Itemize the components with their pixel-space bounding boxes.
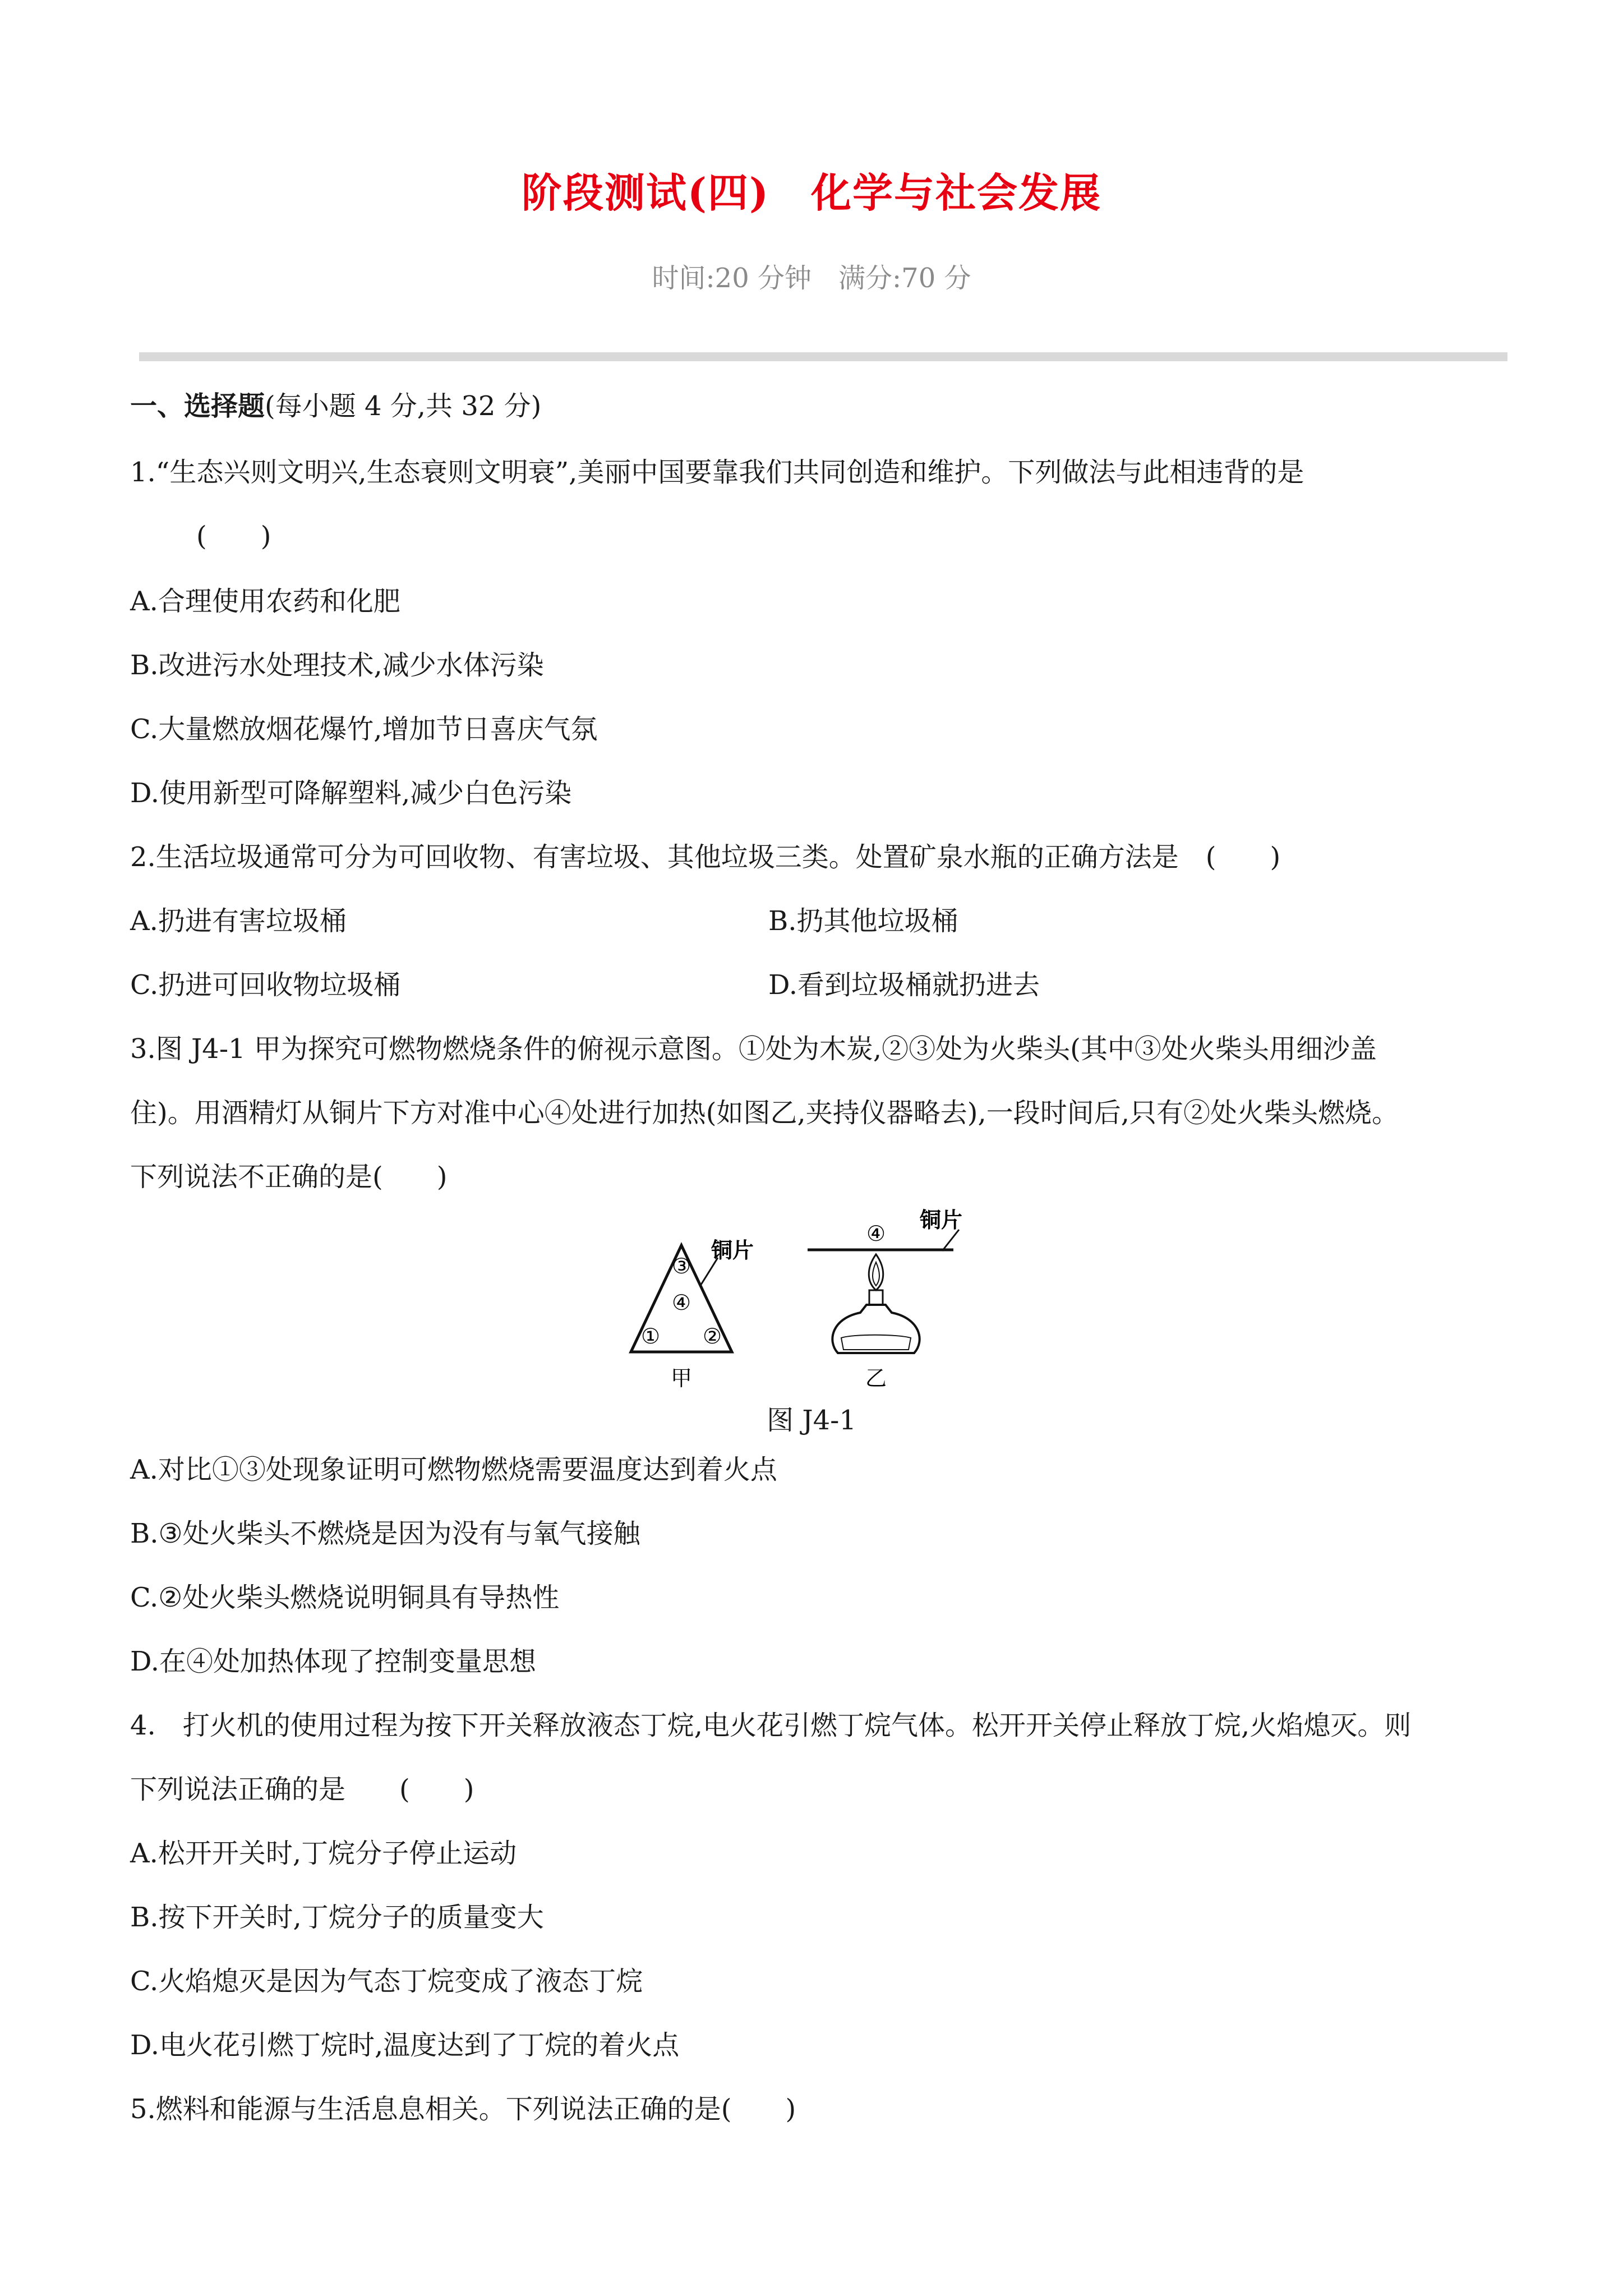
copper-label-left: 铜片 <box>711 1238 754 1263</box>
question-1-option-b: B.改进污水处理技术,减少水体污染 <box>130 650 544 681</box>
copper-pointer-line-right <box>942 1230 959 1251</box>
figure-j4-1-drawing <box>628 1206 998 1391</box>
question-2-option-b: B.扔其他垃圾桶 <box>768 905 958 937</box>
question-4-stem-line-2: 下列说法正确的是 ( ) <box>130 1774 474 1805</box>
page-subtitle: 时间:20 分钟 满分:70 分 <box>652 263 971 294</box>
lamp-wick-holder <box>869 1290 883 1305</box>
section-title: 一、选择题 <box>130 390 265 422</box>
circle-2-label: ② <box>702 1324 722 1349</box>
circle-1-label: ① <box>640 1324 661 1349</box>
header-divider <box>139 352 1507 361</box>
copper-label-right: 铜片 <box>920 1208 963 1232</box>
question-1-option-a: A.合理使用农药和化肥 <box>130 586 400 617</box>
circle-4-label: ④ <box>671 1290 691 1315</box>
question-1-option-c: C.大量燃放烟花爆竹,增加节日喜庆气氛 <box>130 714 598 745</box>
question-3-stem-line-3: 下列说法不正确的是( ) <box>130 1161 448 1193</box>
question-3-option-d: D.在④处加热体现了控制变量思想 <box>130 1646 537 1677</box>
section-heading <box>130 390 542 422</box>
question-3-option-a: A.对比①③处现象证明可燃物燃烧需要温度达到着火点 <box>130 1454 777 1485</box>
lamp-liquid <box>841 1335 911 1350</box>
question-4-option-d: D.电火花引燃丁烷时,温度达到了丁烷的着火点 <box>130 2030 680 2061</box>
question-4-stem-line-1: 4. 打火机的使用过程为按下开关释放液态丁烷,电火花引燃丁烷气体。松开开关停止释放丁烷,火焰熄灭。则 <box>130 1710 1412 1741</box>
flame-inner <box>873 1262 879 1286</box>
question-5-stem: 5.燃料和能源与生活息息相关。下列说法正确的是( ) <box>130 2093 796 2125</box>
circle-4b-label: ④ <box>866 1221 886 1246</box>
question-1-answer-blank: ( ) <box>196 521 271 552</box>
question-3-stem-line-1: 3.图 J4-1 甲为探究可燃物燃烧条件的俯视示意图。①处为木炭,②③处为火柴头(其中③处火柴头用细沙盖 <box>130 1033 1377 1065</box>
figure-j4-1 <box>628 1206 998 1391</box>
circle-3-label: ③ <box>671 1254 691 1278</box>
question-3-option-b: B.③处火柴头不燃烧是因为没有与氧气接触 <box>130 1518 640 1549</box>
question-2-option-d: D.看到垃圾桶就扔进去 <box>768 969 1040 1001</box>
question-3-stem-line-2: 住)。用酒精灯从铜片下方对准中心④处进行加热(如图乙,夹持仪器略去),一段时间后,只有②处火柴头燃烧。 <box>130 1097 1399 1129</box>
question-4-option-b: B.按下开关时,丁烷分子的质量变大 <box>130 1902 544 1933</box>
page-title: 阶段测试(四) 化学与社会发展 <box>521 169 1102 217</box>
question-4-option-c: C.火焰熄灭是因为气态丁烷变成了液态丁烷 <box>130 1966 643 1997</box>
question-1-stem: 1.“生态兴则文明兴,生态衰则文明衰”,美丽中国要靠我们共同创造和维护。下列做法与此相违背的是 <box>130 457 1304 488</box>
question-1-option-d: D.使用新型可降解塑料,减少白色污染 <box>130 777 572 809</box>
question-2-option-c: C.扔进可回收物垃圾桶 <box>130 969 401 1001</box>
alcohol-lamp-icon <box>832 1305 919 1353</box>
question-2-stem: 2.生活垃圾通常可分为可回收物、有害垃圾、其他垃圾三类。处置矿泉水瓶的正确方法是 ( ) <box>130 841 1281 873</box>
figure-caption: 图 J4-1 <box>767 1405 856 1436</box>
question-3-option-c: C.②处火柴头燃烧说明铜具有导热性 <box>130 1582 560 1613</box>
question-4-option-a: A.松开开关时,丁烷分子停止运动 <box>130 1838 517 1869</box>
label-yi: 乙 <box>865 1366 887 1391</box>
question-2-option-a: A.扔进有害垃圾桶 <box>130 905 347 937</box>
section-note: (每小题 4 分,共 32 分) <box>265 390 542 422</box>
label-jia: 甲 <box>670 1366 693 1391</box>
